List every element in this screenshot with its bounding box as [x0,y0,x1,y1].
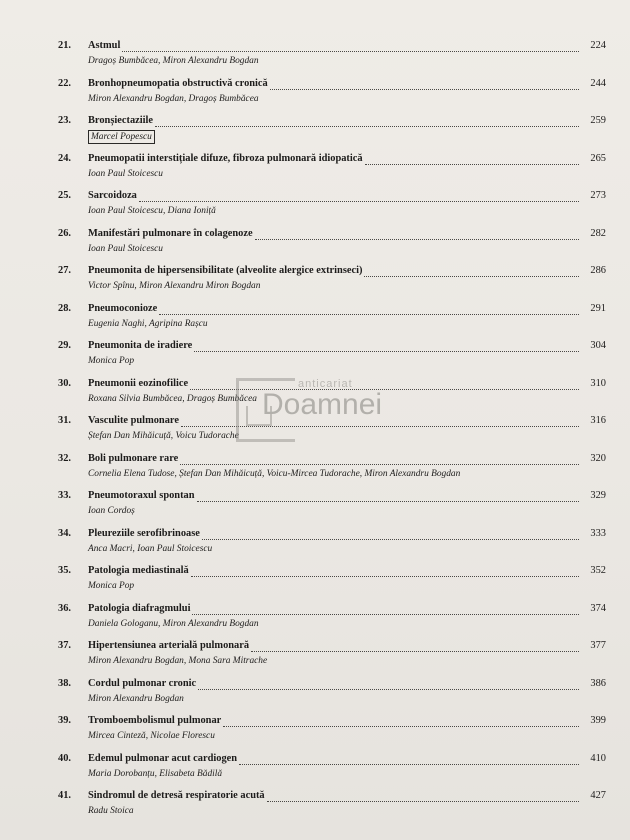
toc-entry-heading [58,265,606,280]
dot-leader [190,388,579,390]
toc-entry-heading [58,415,606,430]
authors-text: Ioan Paul Stoicescu, Diana Ioniță [88,206,216,216]
toc-entry-heading [58,753,606,768]
authors-text: Miron Alexandru Bogdan, Dragoș Bumbăcea [88,93,259,104]
chapter-authors [88,280,606,292]
toc-entry [58,228,606,255]
dot-leader [267,800,579,802]
chapter-number: 28. [58,302,71,314]
chapter-authors [88,355,606,367]
dot-leader [223,725,579,727]
toc-entry [58,565,606,592]
authors-text: Daniela Gologanu, Miron Alexandru Bogdan [88,618,259,629]
toc-entry [58,78,606,105]
dot-leader [239,763,579,765]
chapter-number: 34. [58,527,71,539]
dot-leader [197,500,579,502]
toc-entry [58,753,606,780]
toc-entry-heading [58,528,606,543]
page-number: 320 [590,452,606,464]
toc-entry [58,303,606,330]
toc-entry [58,453,606,480]
chapter-title: Astmul [88,40,121,51]
chapter-number: 23. [58,115,71,126]
chapter-number: 30. [58,377,71,389]
page-number: 244 [590,77,606,89]
authors-text: Cornelia Elena Tudose, Ștefan Dan Mihăicuță, Voicu-Mircea Tudorache, Miron Alexandru Bogdan [88,468,461,479]
authors-text: Monica Pop [88,581,135,591]
toc-entry [58,40,606,67]
chapter-authors [88,655,606,667]
authors-text: Dragoș Bumbăcea, Miron Alexandru Bogdan [88,56,259,66]
dot-leader [364,275,579,277]
authors-text: Ioan Paul Stoicescu [88,243,163,254]
dot-leader [365,163,579,165]
chapter-title: Patologia mediastinală [88,565,189,576]
dot-leader [198,688,579,690]
dot-leader [194,350,579,352]
toc-entry-heading [58,303,606,318]
chapter-number: 37. [58,640,71,651]
chapter-title: Pneumonita de hipersensibilitate (alveolite alergice extrinseci) [88,265,363,276]
chapter-authors [88,318,606,330]
chapter-title: Sindromul de detresă respiratorie acută [88,790,265,801]
chapter-authors [88,205,606,217]
chapter-authors [88,543,606,555]
toc-entry-heading [58,340,606,355]
chapter-authors [88,168,606,180]
toc-entry-heading [58,153,606,168]
dot-leader [181,425,579,427]
chapter-authors [88,580,606,592]
authors-text: Victor Spînu, Miron Alexandru Miron Bogdan [88,281,261,291]
page-number: 333 [590,527,606,539]
dot-leader [139,200,579,202]
chapter-title: Pneumopatii interstițiale difuze, fibroza pulmonară idiopatică [88,152,363,164]
toc-entry [58,265,606,292]
toc-entry-heading [58,453,606,468]
chapter-title: Tromboembolismul pulmonar [88,715,222,726]
toc-entry [58,490,606,517]
chapter-authors [88,393,606,405]
toc-entry-heading [58,115,606,130]
chapter-authors [88,618,606,630]
page-number: 329 [590,490,606,501]
toc-entry [58,528,606,555]
toc-entry-heading [58,678,606,693]
toc-entry [58,115,606,144]
chapter-authors [88,730,606,742]
page-number: 352 [590,565,606,576]
chapter-authors [88,430,606,442]
dot-leader [251,650,579,652]
authors-text: Miron Alexandru Bogdan [88,693,184,704]
page-number: 273 [590,190,606,201]
chapter-number: 26. [58,227,71,239]
dot-leader [191,575,579,577]
toc-entry-heading [58,40,606,55]
chapter-authors [88,93,606,105]
toc-entry-heading [58,790,606,805]
page-number: 377 [590,640,606,651]
chapter-number: 29. [58,340,71,351]
authors-text: Radu Stoica [88,806,134,816]
toc-entry [58,378,606,405]
toc-entry-heading [58,78,606,93]
chapter-title: Bronșiectaziile [88,115,154,126]
chapter-number: 39. [58,715,71,726]
chapter-title: Pneumoconioze [88,302,158,314]
chapter-authors [88,505,606,517]
dot-leader [192,613,579,615]
chapter-number: 41. [58,790,71,801]
chapter-number: 40. [58,752,71,764]
authors-text: Ștefan Dan Mihăicuță, Voicu Tudorache [88,431,239,441]
page-number: 316 [590,415,606,426]
chapter-title: Manifestări pulmonare în colagenoze [88,227,253,239]
chapter-title: Pneumotoraxul spontan [88,490,195,501]
page-number: 410 [590,752,606,764]
dot-leader [202,538,579,540]
chapter-authors [88,693,606,705]
toc-entry [58,190,606,217]
authors-text: Mircea Cinteză, Nicolae Florescu [88,731,215,741]
page-number: 310 [590,377,606,389]
dot-leader [122,50,579,52]
authors-text: Anca Macri, Ioan Paul Stoicescu [88,543,213,554]
toc-entry-heading [58,565,606,580]
chapter-title: Cordul pulmonar cronic [88,677,197,689]
toc-entry-heading [58,490,606,505]
chapter-number: 38. [58,677,71,689]
page-number: 304 [590,340,606,351]
chapter-title: Pneumonita de iradiere [88,340,193,351]
chapter-authors [88,768,606,780]
chapter-title: Sarcoidoza [88,190,137,201]
chapter-title: Pleureziile serofibrinoase [88,527,200,539]
authors-text: Roxana Silvia Bumbăcea, Dragoș Bumbăcea [88,393,257,404]
page-number: 427 [590,790,606,801]
toc-entry-heading [58,190,606,205]
chapter-title: Bronhopneumopatia obstructivă cronică [88,77,268,89]
page-number: 374 [590,602,606,614]
chapter-authors [88,243,606,255]
chapter-authors [88,805,606,817]
chapter-title: Edemul pulmonar acut cardiogen [88,752,238,764]
authors-text: Marcel Popescu [88,130,155,144]
chapter-title: Patologia diafragmului [88,602,191,614]
dot-leader [255,238,579,240]
dot-leader [159,313,579,315]
toc-entry-heading [58,640,606,655]
toc-entry [58,340,606,367]
toc-entry [58,640,606,667]
page-number: 291 [590,302,606,314]
chapter-title: Hipertensiunea arterială pulmonară [88,640,250,651]
chapter-number: 25. [58,190,71,201]
toc-entry [58,415,606,442]
watermark-brand-large: Doamnei [262,388,383,421]
authors-text: Monica Pop [88,356,135,366]
watermark-brand-small: anticariat [298,378,353,390]
chapter-number: 24. [58,152,71,164]
page-number: 399 [590,715,606,726]
chapter-title: Vasculite pulmonare [88,415,179,426]
toc-entry [58,715,606,742]
page-number: 265 [590,152,606,164]
chapter-number: 27. [58,265,71,276]
chapter-number: 33. [58,490,71,501]
authors-text: Maria Dorobanțu, Elisabeta Bădilă [88,768,223,779]
toc-entry [58,678,606,705]
chapter-authors [88,130,606,144]
page-number: 286 [590,265,606,276]
authors-text: Eugenia Naghi, Agripina Rașcu [88,318,208,329]
chapter-number: 22. [58,77,71,89]
dot-leader [180,463,579,465]
page-number: 259 [590,115,606,126]
chapter-number: 35. [58,565,71,576]
chapter-number: 21. [58,40,71,51]
chapter-title: Boli pulmonare rare [88,452,179,464]
chapter-number: 36. [58,602,71,614]
page-number: 386 [590,677,606,689]
authors-text: Ioan Paul Stoicescu [88,168,163,179]
dot-leader [270,88,579,90]
toc-entry [58,603,606,630]
toc-entry [58,153,606,180]
chapter-number: 31. [58,415,71,426]
authors-text: Miron Alexandru Bogdan, Mona Sara Mitrache [88,656,268,666]
chapter-authors [88,55,606,67]
chapter-title: Pneumonii eozinofilice [88,377,189,389]
toc-entry-heading [58,715,606,730]
toc-entry-heading [58,228,606,243]
dot-leader [155,125,579,127]
chapter-authors [88,468,606,480]
toc-entry-heading [58,603,606,618]
chapter-number: 32. [58,452,71,464]
toc-entry-heading [58,378,606,393]
authors-text: Ioan Cordoș [88,506,135,516]
page-number: 224 [590,40,606,51]
toc-entry [58,790,606,817]
page-number: 282 [590,227,606,239]
